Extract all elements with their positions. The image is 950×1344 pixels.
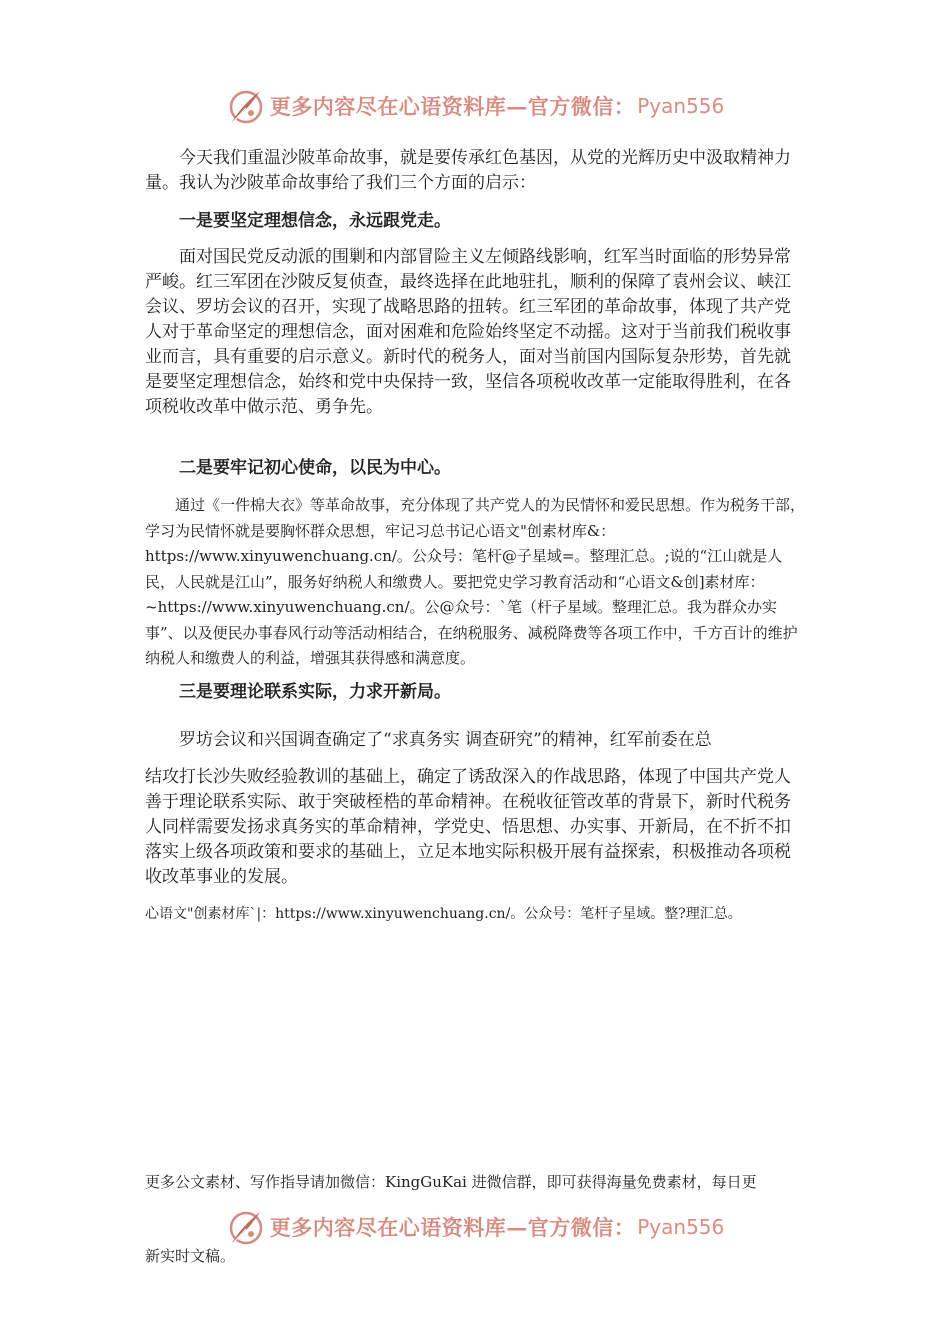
quill-ink-icon [226,1207,266,1247]
bottom-watermark-banner [0,1205,950,1249]
watermark-text: 更多内容尽在心语资料库—官方微信： [269,94,636,119]
source-note: 心语文"创素材库`|：https://www.xinyuwenchuang.cn/。公众号：笔杆子星域。整?理汇总。 [145,906,742,922]
paragraph-three-continued: 结攻打长沙失败经验教训的基础上，确定了诱敌深入的作战思路，体现了中国共产党人善于理论联系实际、敢于突破桎梏的革命精神。在税收征管改革的背景下，新时代税务人同样需要发扬求真务实的革命精神，学党史、悟思想、办实事、开新局，在不折不扣落实上级各项政策和要求的基础上，立足本地实际积极开展有益探索，积极推动各项税收改革事业的发展。 [145,767,791,887]
footer-line-two: 新实时文稿。 [145,1247,236,1265]
heading-three: 三是要理论联系实际，力求开新局。 [179,682,451,702]
heading-two: 二是要牢记初心使命，以民为中心。 [179,458,451,478]
intro-paragraph: 今天我们重温沙陂革命故事，就是要传承红色基因，从党的光辉历史中汲取精神力量。我认为沙陂革命故事给了我们三个方面的启示： [145,148,791,193]
paragraph-three-first-line: 罗坊会议和兴国调查确定了“求真务实 调查研究”的精神，红军前委在总 [179,730,712,750]
watermark-wechat-id: Pyan556 [637,1215,725,1239]
watermark-text: 更多内容尽在心语资料库—官方微信： [269,1215,636,1240]
top-watermark-banner [0,84,950,128]
watermark-wechat-id: Pyan556 [637,94,725,118]
paragraph-one: 面对国民党反动派的围剿和内部冒险主义左倾路线影响，红军当时面临的形势异常严峻。红三军团在沙陂反复侦查，最终选择在此地驻扎，顺利的保障了袁州会议、峡江会议、罗坊会议的召开，实现了战略思路的扭转。红三军团的革命故事，体现了共产党人对于革命坚定的理想信念，面对困难和危险始终坚定不动摇。这对于当前我们税收事业而言，具有重要的启示意义。新时代的税务人，面对当前国内国际复杂形势，首先就是要坚定理想信念，始终和党中央保持一致，坚信各项税收改革一定能取得胜利，在各项税收改革中做示范、勇争先。 [145,247,791,417]
footer-line-one: 更多公文素材、写作指导请加微信：KingGuKai 进微信群，即可获得海量免费素材，每日更 [145,1173,757,1191]
heading-one: 一是要坚定理想信念，永远跟党走。 [179,211,451,231]
quill-ink-icon [226,86,266,126]
paragraph-two: 通过《一件棉大衣》等革命故事，充分体现了共产党人的为民情怀和爱民思想。作为税务干部，学习为民情怀就是要胸怀群众思想，牢记习总书记心语文"创素材库&：https://www.xinyuwenchuang.cn/。公众号：笔杆@子星域=。整理汇总。;说的“江山就是人民，人民就是江山”，服务好纳税人和缴费人。要把党史学习教育活动和“心语文&创]素材库：~https://www.xinyuwenchuang.cn/。公@众号：`笔（杆子星域。整理汇总。我为群众办实事”、以及便民办事春风行动等活动相结合，在纳税服务、减税降费等各项工作中，千方百计的维护纳税人和缴费人的利益，增强其获得感和满意度。 [145,496,806,667]
